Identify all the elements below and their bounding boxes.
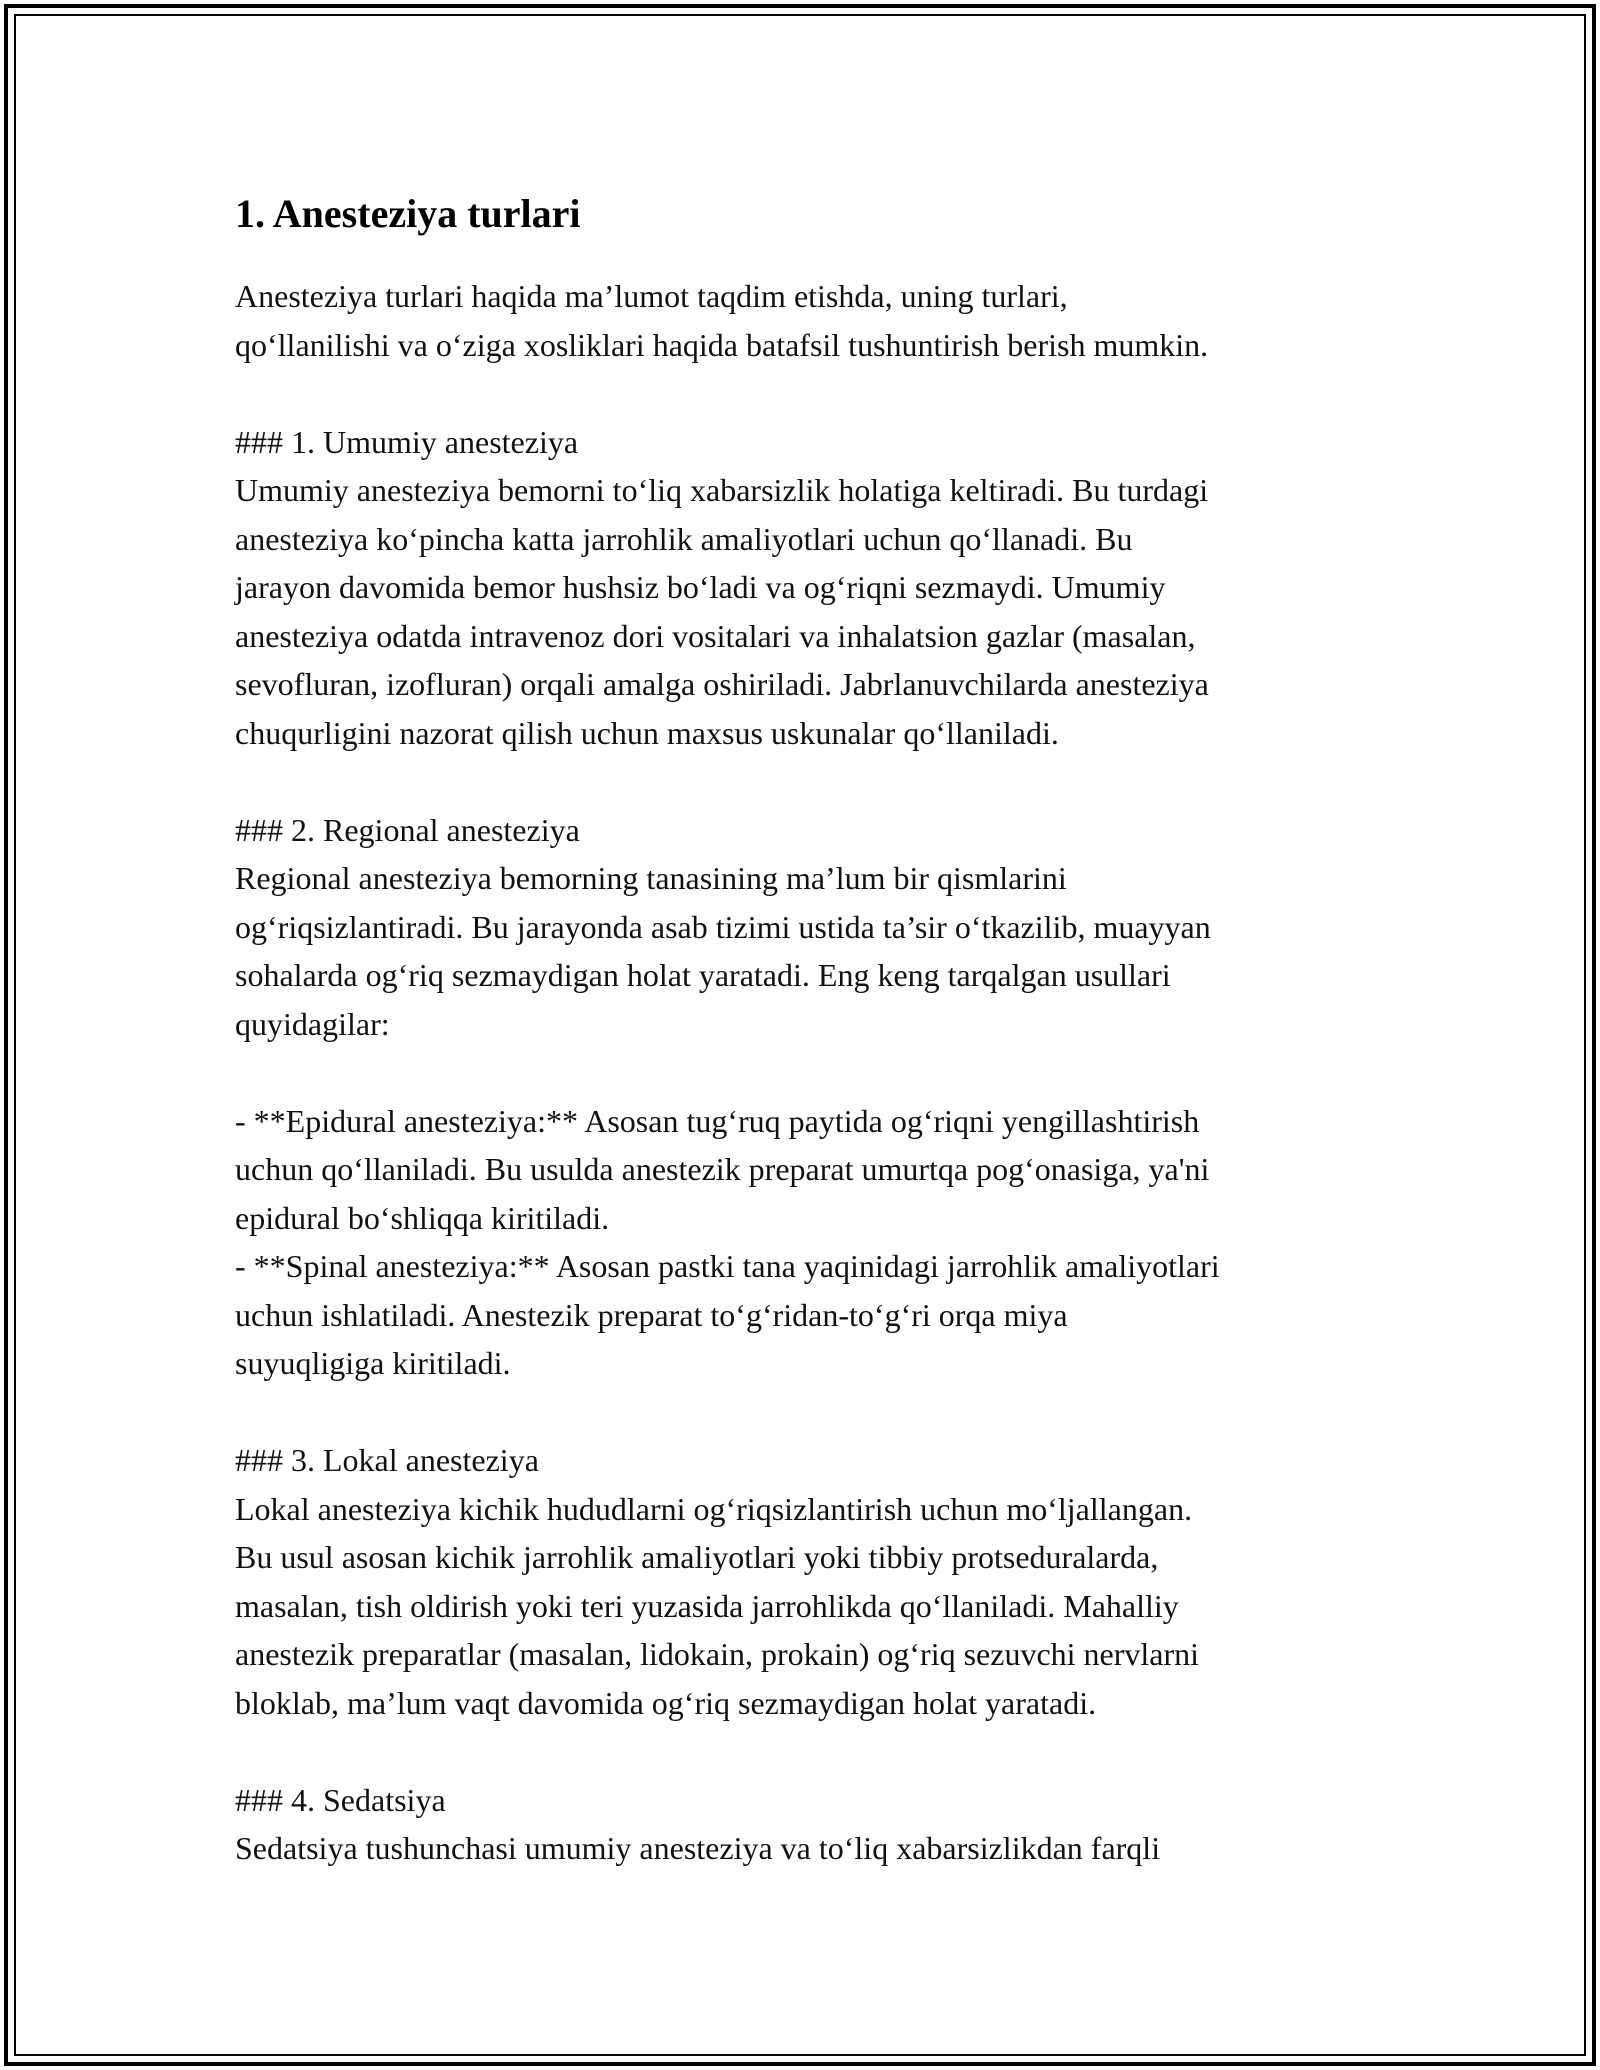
text-line: qo‘llanilishi va o‘ziga xosliklari haqida batafsil tushuntirish berish mumkin.: [235, 326, 1209, 363]
section-regional-anesteziya: [235, 806, 1415, 1049]
section-heading: ### 2. Regional anesteziya: [235, 811, 580, 848]
text-line: uchun ishlatiladi. Anestezik preparat to‘g‘ridan-to‘g‘ri orqa miya: [235, 1296, 1068, 1333]
text-line: Bu usul asosan kichik jarrohlik amaliyotlari yoki tibbiy protseduralarda,: [235, 1539, 1159, 1575]
section-heading: ### 4. Sedatsiya: [235, 1781, 446, 1818]
section-sedatsiya: [235, 1776, 1415, 1873]
text-line: anestezik preparatlar (masalan, lidokain, prokain) og‘riq sezuvchi nervlarni: [235, 1636, 1200, 1672]
text-line: sevofluran, izofluran) orqali amalga oshiriladi. Jabrlanuvchilarda anesteziya: [235, 666, 1209, 702]
section-lokal-anesteziya: [235, 1436, 1415, 1727]
text-line: uchun qo‘llaniladi. Bu usulda anestezik preparat umurtqa pog‘onasiga, ya'ni: [235, 1151, 1210, 1187]
text-line: quyidagilar:: [235, 1005, 390, 1042]
text-line: Anesteziya turlari haqida ma’lumot taqdim etishda, uning turlari,: [235, 278, 1068, 314]
document-title: 1. Anesteziya turlari: [235, 191, 581, 236]
text-line: anesteziya ko‘pincha katta jarrohlik amaliyotlari uchun qo‘llanadi. Bu: [235, 520, 1133, 557]
paragraph-gap: [235, 1727, 1415, 1776]
text-line: Regional anesteziya bemorning tanasining ma’lum bir qismlarini: [235, 860, 1067, 896]
text-line: jarayon davomida bemor hushsiz bo‘ladi va og‘riqni sezmaydi. Umumiy: [235, 569, 1166, 605]
section-heading: ### 3. Lokal anesteziya: [235, 1442, 539, 1478]
text-line: masalan, tish oldirish yoki teri yuzasida jarrohlikda qo‘llaniladi. Mahalliy: [235, 1587, 1179, 1624]
text-line: Umumiy anesteziya bemorni to‘liq xabarsizlik holatiga keltiradi. Bu turdagi: [235, 472, 1209, 508]
text-line: bloklab, ma’lum vaqt davomida og‘riq sezmaydigan holat yaratadi.: [235, 1684, 1097, 1721]
text-line: og‘riqsizlantiradi. Bu jarayonda asab tizimi ustida ta’sir o‘tkazilib, muayyan: [235, 908, 1211, 945]
text-line: Lokal anesteziya kichik hududlarni og‘riqsizlantirish uchun mo‘ljallangan.: [235, 1490, 1193, 1527]
paragraph-gap: [235, 1048, 1415, 1097]
paragraph-gap: [235, 1388, 1415, 1437]
text-line: chuqurligini nazorat qilish uchun maxsus uskunalar qo‘llaniladi.: [235, 714, 1059, 751]
text-line: anesteziya odatda intravenoz dori vositalari va inhalatsion gazlar (masalan,: [235, 617, 1196, 654]
section-umumiy-anesteziya: [235, 418, 1415, 758]
text-line: Sedatsiya tushunchasi umumiy anesteziya va to‘liq xabarsizlikdan farqli: [235, 1830, 1161, 1866]
text-line: epidural bo‘shliqqa kiritiladi.: [235, 1199, 610, 1236]
intro-paragraph: [235, 272, 1415, 369]
list-item: - **Epidural anesteziya:** Asosan tug‘ruq paytida og‘riqni yengillashtirish: [235, 1102, 1200, 1139]
paragraph-gap: [235, 369, 1415, 418]
document-body: [235, 186, 1415, 1873]
text-line: suyuqligiga kiritiladi.: [235, 1345, 511, 1381]
paragraph-gap: [235, 757, 1415, 806]
regional-methods-list: [235, 1097, 1415, 1388]
section-heading: ### 1. Umumiy anesteziya: [235, 423, 579, 460]
list-item: - **Spinal anesteziya:** Asosan pastki tana yaqinidagi jarrohlik amaliyotlari: [235, 1248, 1220, 1284]
text-line: sohalarda og‘riq sezmaydigan holat yaratadi. Eng keng tarqalgan usullari: [235, 957, 1171, 993]
